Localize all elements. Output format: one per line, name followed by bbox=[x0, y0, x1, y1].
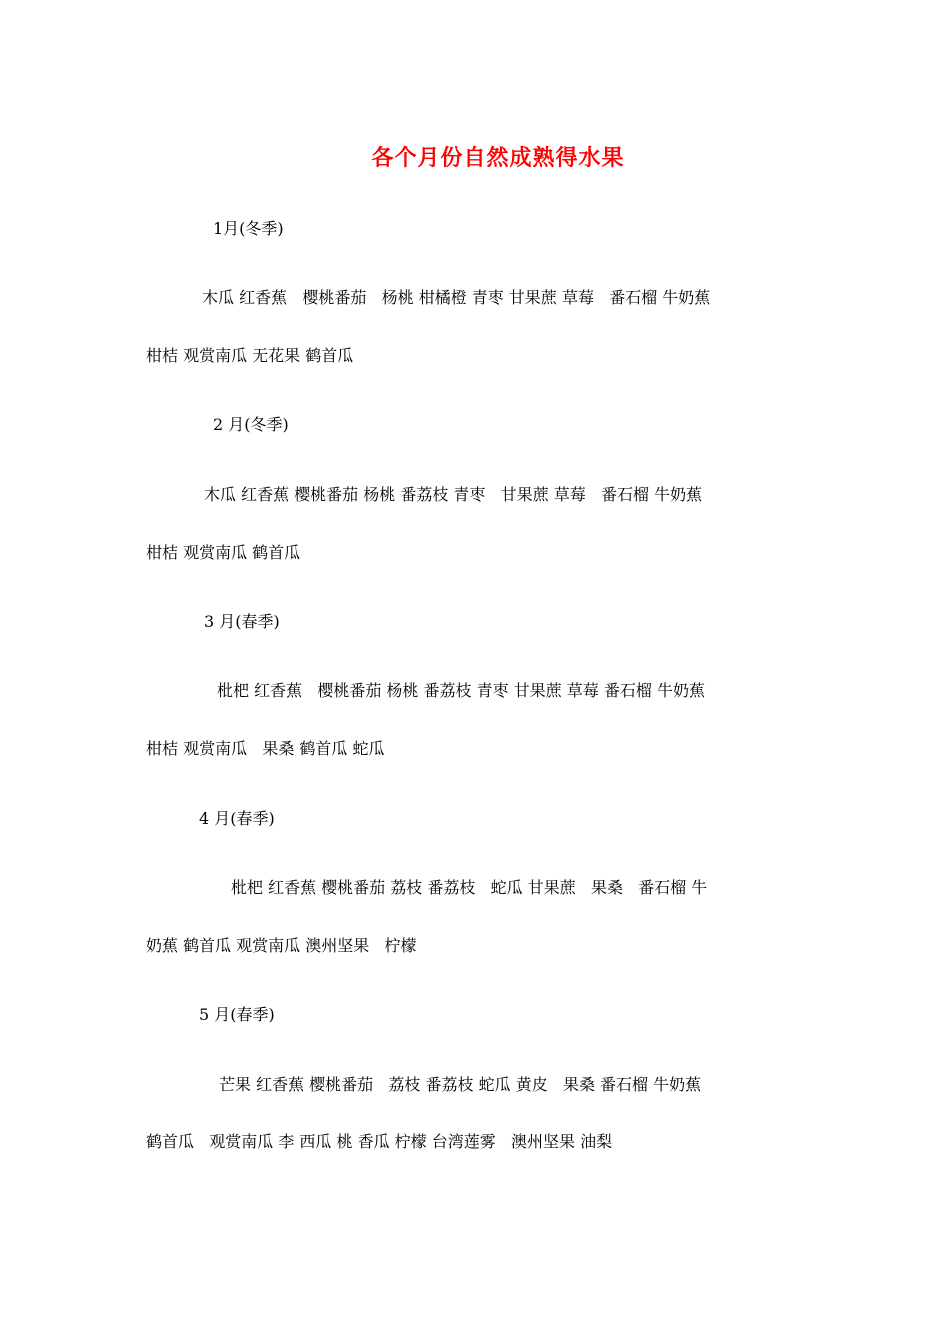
month-1-fruits-line-1: 木瓜 红香蕉 樱桃番茄 杨桃 柑橘橙 青枣 甘果蔗 草莓 番石榴 牛奶蕉 bbox=[202, 288, 711, 307]
month-heading-3: 3 月(春季) bbox=[204, 612, 280, 631]
month-2-fruits-line-1: 木瓜 红香蕉 樱桃番茄 杨桃 番荔枝 青枣 甘果蔗 草莓 番石榴 牛奶蕉 bbox=[204, 485, 703, 504]
month-heading-4: 4 月(春季) bbox=[199, 809, 275, 828]
page-title: 各个月份自然成熟得水果 bbox=[371, 146, 625, 171]
month-1-fruits-line-2: 柑桔 观赏南瓜 无花果 鹤首瓜 bbox=[146, 346, 354, 365]
month-3-fruits-line-1: 枇杷 红香蕉 樱桃番茄 杨桃 番荔枝 青枣 甘果蔗 草莓 番石榴 牛奶蕉 bbox=[217, 681, 705, 700]
month-5-fruits-line-2: 鹤首瓜 观赏南瓜 李 西瓜 桃 香瓜 柠檬 台湾莲雾 澳州坚果 油梨 bbox=[146, 1132, 613, 1151]
month-2-fruits-line-2: 柑桔 观赏南瓜 鹤首瓜 bbox=[146, 543, 301, 562]
month-4-fruits-line-2: 奶蕉 鹤首瓜 观赏南瓜 澳州坚果 柠檬 bbox=[146, 936, 417, 955]
month-heading-1: 1月(冬季) bbox=[213, 219, 284, 238]
month-4-fruits-line-1: 枇杷 红香蕉 樱桃番茄 荔枝 番荔枝 蛇瓜 甘果蔗 果桑 番石榴 牛 bbox=[231, 878, 708, 897]
month-heading-2: 2 月(冬季) bbox=[213, 415, 289, 434]
month-heading-5: 5 月(春季) bbox=[199, 1005, 275, 1024]
month-3-fruits-line-2: 柑桔 观赏南瓜 果桑 鹤首瓜 蛇瓜 bbox=[146, 739, 385, 758]
month-5-fruits-line-1: 芒果 红香蕉 樱桃番茄 荔枝 番荔枝 蛇瓜 黄皮 果桑 番石榴 牛奶蕉 bbox=[219, 1075, 702, 1094]
